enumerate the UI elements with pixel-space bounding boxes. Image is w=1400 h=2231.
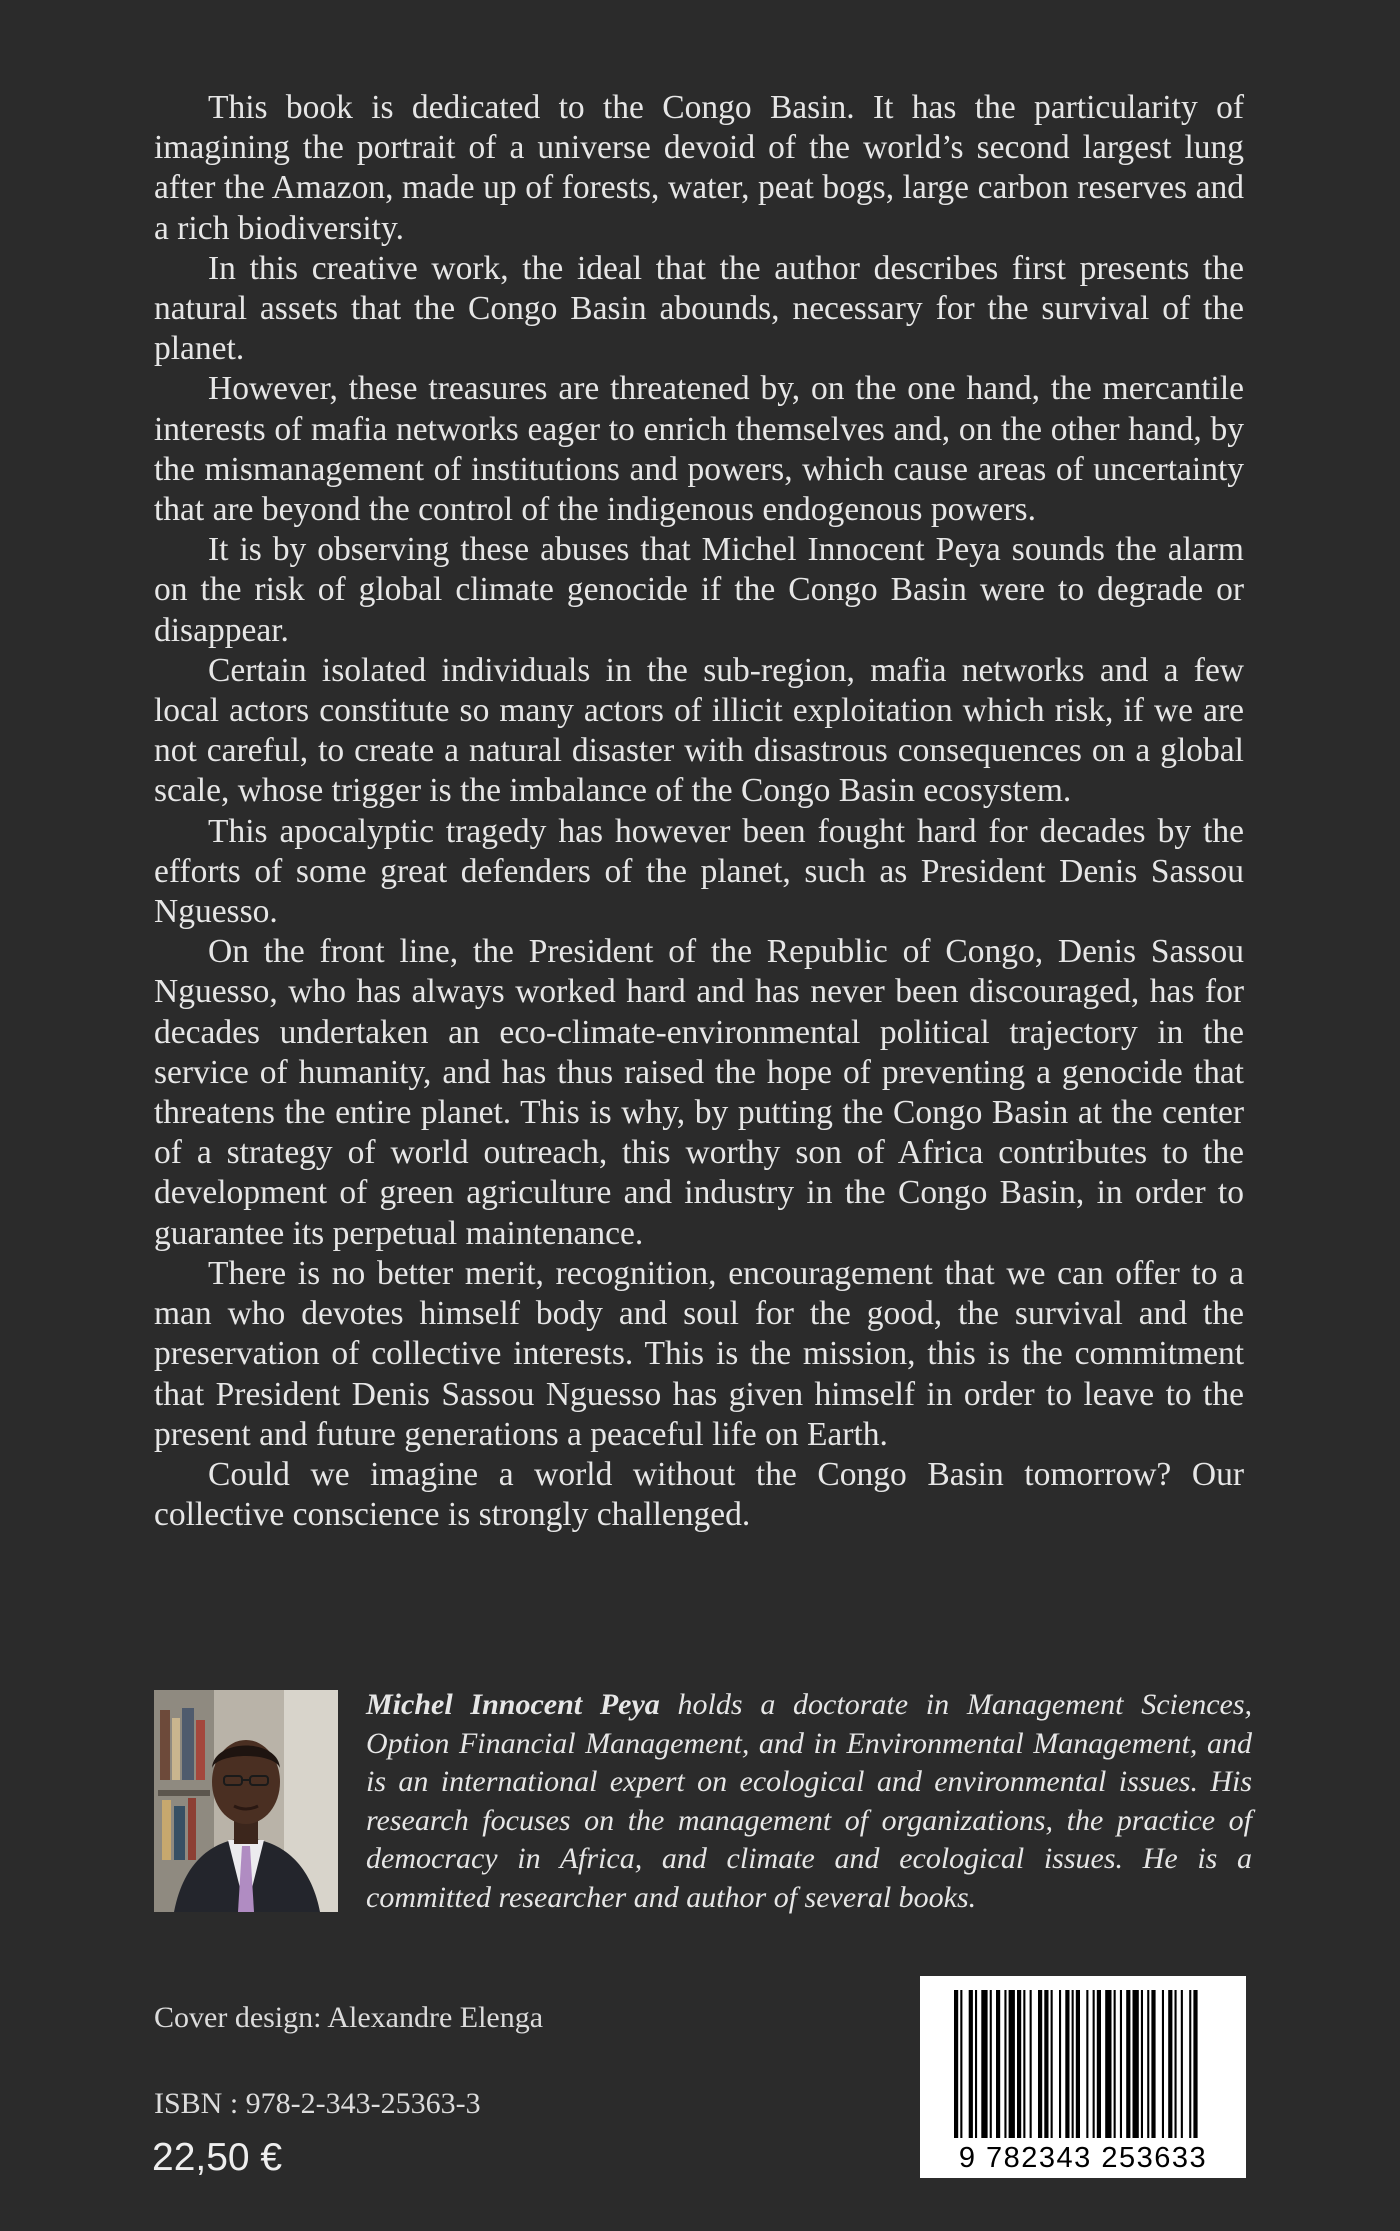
barcode-bar	[1175, 1990, 1177, 2138]
author-bio	[366, 1686, 1252, 1918]
barcode-bar	[1009, 1990, 1015, 2138]
blurb-paragraph: There is no better merit, recognition, encouragement that we can offer to a man who devotes himself body and soul for the good, the survival and the preservation of collective interests. This is the mission, this is the commitment that President Denis Sassou Nguesso has given himself in order to leave to the present and future generations a peaceful life on Earth.	[154, 1254, 1244, 1453]
barcode-bar	[1023, 1990, 1025, 2138]
barcode-bar	[1086, 1990, 1088, 2138]
barcode-bar	[1076, 1990, 1080, 2138]
barcode-bar	[1051, 1990, 1053, 2138]
author-name: Michel Innocent Peya	[366, 1688, 660, 1721]
barcode-bar	[1038, 1990, 1042, 2138]
barcode-bar	[981, 1990, 987, 2138]
price: 22,50 €	[152, 2136, 283, 2179]
barcode	[920, 1976, 1246, 2178]
author-photo	[154, 1690, 338, 1912]
barcode-bar	[1133, 1990, 1139, 2138]
barcode-bar	[1126, 1990, 1130, 2138]
barcode-bar	[1189, 1990, 1191, 2138]
barcode-bar	[1030, 1990, 1032, 2138]
isbn: ISBN : 978-2-343-25363-3	[154, 2087, 481, 2120]
barcode-bar	[1151, 1990, 1155, 2138]
barcode-bar	[1097, 1990, 1101, 2138]
blurb-paragraph: This apocalyptic tragedy has however been fought hard for decades by the efforts of some great defenders of the planet, such as President Denis Sassou Nguesso.	[154, 812, 1244, 931]
blurb-paragraph: Could we imagine a world without the Congo Basin tomorrow? Our collective conscience is strongly challenged.	[154, 1455, 1244, 1534]
blurb-paragraph: In this creative work, the ideal that the author describes first presents the natural assets that the Congo Basin abounds, necessary for the survival of the planet.	[154, 249, 1244, 368]
blurb-paragraph: It is by observing these abuses that Michel Innocent Peya sounds the alarm on the risk of global climate genocide if the Congo Basin were to degrade or disappear.	[154, 531, 1244, 649]
blurb-paragraph: This book is dedicated to the Congo Basin. It has the particularity of imagining the portrait of a universe devoid of the world’s second largest lung after the Amazon, made up of forests, water, peat bogs, large carbon reserves and a rich biodiversity.	[154, 89, 1244, 247]
cover-design-credit: Cover design: Alexandre Elenga	[154, 2001, 544, 2034]
barcode-bar	[1168, 1990, 1172, 2138]
barcode-bar	[1105, 1990, 1111, 2138]
barcode-bar	[1044, 1990, 1048, 2138]
barcode-bar	[1147, 1990, 1149, 2138]
barcode-bar	[1004, 1990, 1006, 2138]
barcode-bar	[996, 1990, 1000, 2138]
barcode-bar	[1141, 1990, 1143, 2138]
barcode-bar	[1017, 1990, 1021, 2138]
barcode-bar	[990, 1990, 992, 2138]
barcode-bar	[1059, 1990, 1061, 2138]
blurb-paragraph: Certain isolated individuals in the sub-region, mafia networks and a few local actors constitute so many actors of illicit exploitation which risk, if we are not careful, to create a natural disaster with disastrous consequences on a global scale, whose trigger is the imbalance of the Congo Basin ecosystem.	[154, 651, 1244, 810]
back-cover-blurb	[154, 88, 1244, 1535]
barcode-digits: 9 782343 253633	[958, 2142, 1208, 2174]
barcode-bar	[969, 1990, 973, 2138]
barcode-bar	[1072, 1990, 1074, 2138]
barcode-bar	[1114, 1990, 1116, 2138]
barcode-bar	[1120, 1990, 1122, 2138]
blurb-paragraph: On the front line, the President of the Republic of Congo, Denis Sassou Nguesso, who has always worked hard and has never been discouraged, has for decades undertaken an eco-climate-environmental political trajectory in the service of humanity, and has thus raised the hope of preventing a genocide that threatens the entire planet. This is why, by putting the Congo Basin at the center of a strategy of world outreach, this worthy son of Africa contributes to the development of green agriculture and industry in the Congo Basin, in order to guarantee its perpetual maintenance.	[154, 933, 1244, 1252]
barcode-bar	[1093, 1990, 1095, 2138]
barcode-bar	[954, 1990, 958, 2138]
barcode-bar	[1162, 1990, 1164, 2138]
barcode-bar	[975, 1990, 977, 2138]
barcode-bar	[1181, 1990, 1183, 2138]
barcode-bars	[954, 1990, 1212, 2138]
author-bio-text: holds a doctorate in Management Sciences, Option Financial Management, and in Environmental Management, and is an international expert on ecological and environmental issues. His research focuses on the management of organizations, the practice of democracy in Africa, and climate and ecological issues. He is a committed researcher and author of several books.	[366, 1688, 1253, 1914]
barcode-bar	[1193, 1990, 1197, 2138]
barcode-bar	[1065, 1990, 1069, 2138]
barcode-bar	[960, 1990, 962, 2138]
blurb-paragraph: However, these treasures are threatened by, on the one hand, the mercantile interests of mafia networks eager to enrich themselves and, on the other hand, by the mismanagement of institutions and powers, which cause areas of uncertainty that are beyond the control of the indigenous endogenous powers.	[154, 370, 1244, 529]
